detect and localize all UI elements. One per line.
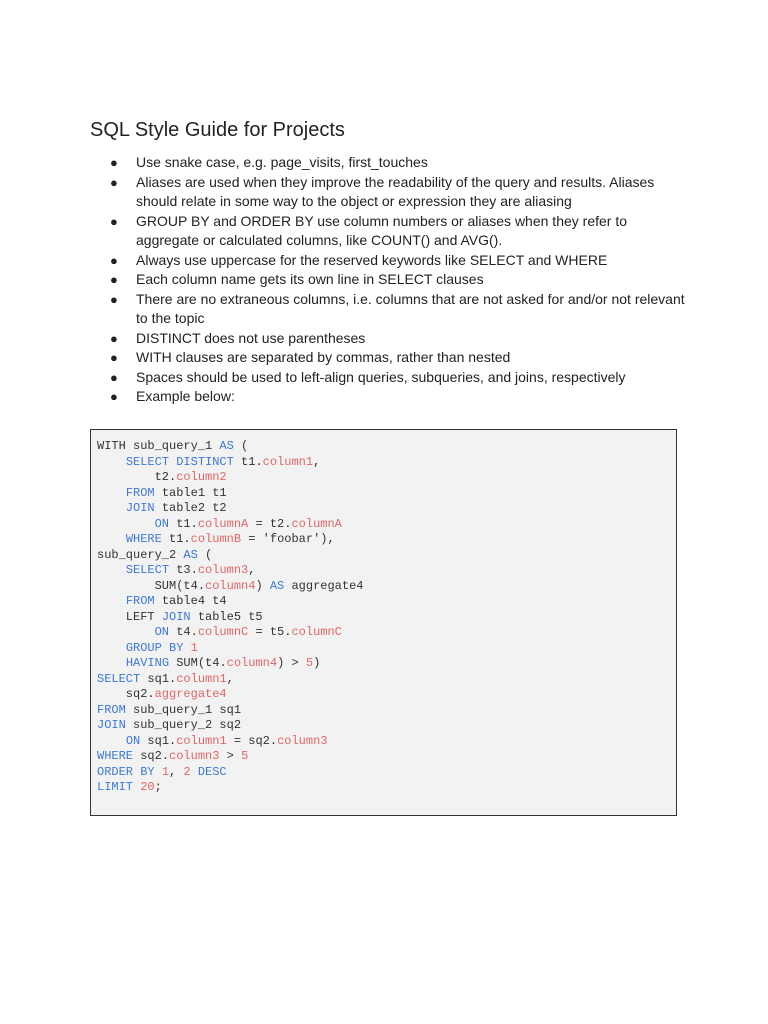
sql-keyword: FROM [125,485,155,500]
list-item-text: GROUP BY and ORDER BY use column numbers or aliases when they refer to aggregate or calculated columns, like COUNT() and AVG(). [136,212,628,248]
sql-column: column3 [277,733,328,748]
sql-text [97,734,126,748]
bullet-dot-icon: ● [110,155,118,170]
list-item [110,368,690,388]
sql-text: t2. [97,470,177,484]
sql-text: t4. [169,625,198,639]
code-line [97,780,676,796]
sql-text: sq2. [133,749,170,763]
code-line [97,579,676,595]
sql-column: column1 [176,733,227,748]
code-line [97,656,676,672]
sql-text: sq1. [140,733,177,748]
sql-keyword: WHERE [97,749,134,763]
code-line [97,625,676,641]
sql-text: sub_query_2 [97,547,184,562]
code-line [97,455,676,471]
sql-keyword: SELECT DISTINCT [125,454,234,469]
sql-column: columnC [291,625,342,639]
sql-column: column3 [169,749,220,763]
sql-text: ; [154,780,162,794]
sql-text: WITH sub_query_1 [97,439,220,453]
code-line [97,548,676,564]
sql-text [97,486,126,500]
list-item [110,329,690,349]
sql-column: 1 [161,764,170,779]
list-item [110,212,690,251]
code-line [97,749,676,765]
code-line [97,470,676,486]
bullet-dot-icon: ● [110,369,118,385]
sql-text: LEFT [97,609,162,624]
sql-text [97,625,155,639]
list-item [110,173,690,212]
sql-column: 20 [140,780,155,794]
sql-text: table4 t4 [154,594,227,608]
sql-keyword: ORDER BY [97,764,155,779]
sql-column: columnB [190,532,242,546]
sql-text: SUM(t4. [97,578,206,593]
sql-column: column2 [176,470,227,484]
sql-column: 2 [183,764,191,779]
code-line [97,672,676,688]
sql-text: , [169,764,184,779]
sql-text: ) [255,578,270,593]
bullet-dot-icon: ● [110,291,118,307]
sql-text: , [248,563,256,577]
list-item-text: DISTINCT does not use parentheses [136,329,366,346]
sql-keyword: JOIN [97,718,126,732]
code-line [97,703,676,719]
bullet-dot-icon: ● [110,174,118,190]
sql-keyword: LIMIT [97,780,134,794]
code-line [97,610,676,626]
sql-text [97,594,126,608]
code-line [97,501,676,517]
sql-text [97,501,126,515]
sql-keyword: GROUP BY [125,640,184,655]
list-item [110,290,690,329]
code-line [97,687,676,703]
sql-text: = sq2. [226,733,278,748]
bullet-dot-icon: ● [110,213,118,229]
list-item [110,153,690,173]
sql-text [97,532,126,546]
sql-text: t1. [161,532,191,546]
sql-keyword: SELECT [125,563,170,577]
page-title: SQL Style Guide for Projects [90,119,345,141]
sql-keyword: HAVING [125,656,170,670]
sql-column: column4 [226,656,278,670]
sql-column: columnA [291,516,342,531]
sql-text: t1. [169,516,198,531]
sql-text: = t5. [248,625,292,639]
sql-text: ( [233,439,249,453]
list-item-text: Example below: [136,388,235,404]
sql-text: = 'foobar'), [241,532,335,546]
sql-text: sub_query_1 sq1 [125,702,242,717]
sql-code [97,439,676,796]
list-item-text: Each column name gets its own line in SELECT clauses [136,271,484,287]
sql-column: column4 [205,578,256,593]
sql-keyword: AS [269,578,285,593]
list-item-text: There are no extraneous columns, i.e. columns that are not asked for and/or not relevant to the topic [136,290,685,326]
sql-text: sq1. [140,671,177,686]
list-item [110,270,690,290]
sql-text: table5 t5 [190,609,263,624]
sql-text: t1. [233,454,263,469]
list-item-text: Always use uppercase for the reserved keywords like SELECT and WHERE [136,251,608,268]
sql-keyword: AS [183,547,198,562]
list-item-text: Spaces should be used to left-align queries, subqueries, and joins, respectively [136,368,626,385]
sql-text: SUM(t4. [169,656,227,670]
code-line [97,563,676,579]
list-item-text: WITH clauses are separated by commas, rather than nested [136,349,511,365]
sql-keyword: ON [125,733,141,748]
sql-column: aggregate4 [154,687,227,701]
sql-text: sq2. [97,687,155,701]
sql-text: , [313,454,321,469]
sql-keyword: JOIN [161,609,191,624]
sql-column: column1 [262,454,314,469]
sql-text: table2 t2 [154,501,227,515]
code-line [97,517,676,533]
sql-keyword: ON [154,516,170,531]
sql-text: aggregate4 [284,578,364,593]
code-line [97,734,676,750]
sql-keyword: DESC [197,764,227,779]
sql-text [97,641,126,655]
list-item [110,251,690,271]
list-item-text: Use snake case, e.g. page_visits, first_touches [136,154,428,170]
sql-keyword: SELECT [97,671,141,686]
sql-keyword: FROM [97,702,126,717]
code-line [97,718,676,734]
sql-column: 1 [190,640,198,655]
sql-keyword: AS [219,439,234,453]
code-line [97,641,676,657]
bullet-dot-icon: ● [110,350,118,365]
code-line [97,532,676,548]
sql-text: t3. [169,563,198,577]
list-item-text: Aliases are used when they improve the readability of the query and results. Aliases should relate in some way to the object or expression they are aliasing [136,173,655,209]
sql-column: 5 [241,749,249,763]
sql-keyword: WHERE [125,532,162,546]
sql-text [155,765,162,779]
bullet-dot-icon: ● [110,272,118,287]
sql-text [97,563,126,577]
code-line [97,765,676,781]
sql-text: > [219,749,242,763]
sql-column: column3 [197,563,249,577]
code-line [97,486,676,502]
sql-text [191,765,198,779]
sql-column: column1 [176,671,227,686]
bullet-dot-icon: ● [110,389,118,404]
sql-text [97,656,126,670]
code-line [97,439,676,455]
sql-text: ) > [277,656,306,670]
sql-text [183,641,190,655]
sql-text: table1 t1 [154,485,227,500]
sql-text: ( [197,547,213,562]
sql-text: = t2. [248,516,292,531]
style-rules-list [110,153,690,407]
sql-text: sub_query_2 sq2 [125,718,242,732]
code-line [97,594,676,610]
sql-keyword: JOIN [125,501,155,515]
sql-text: , [226,671,234,686]
sql-column: 5 [305,656,314,670]
sql-text [97,455,126,469]
sql-column: columnA [197,516,249,531]
bullet-dot-icon: ● [110,252,118,268]
sql-example-code-block [90,429,677,816]
sql-keyword: FROM [125,594,155,608]
sql-keyword: ON [154,625,170,639]
sql-column: columnC [197,625,249,639]
bullet-dot-icon: ● [110,330,118,346]
sql-text [97,517,155,531]
list-item [110,387,690,407]
sql-text: ) [313,656,321,670]
list-item [110,348,690,368]
